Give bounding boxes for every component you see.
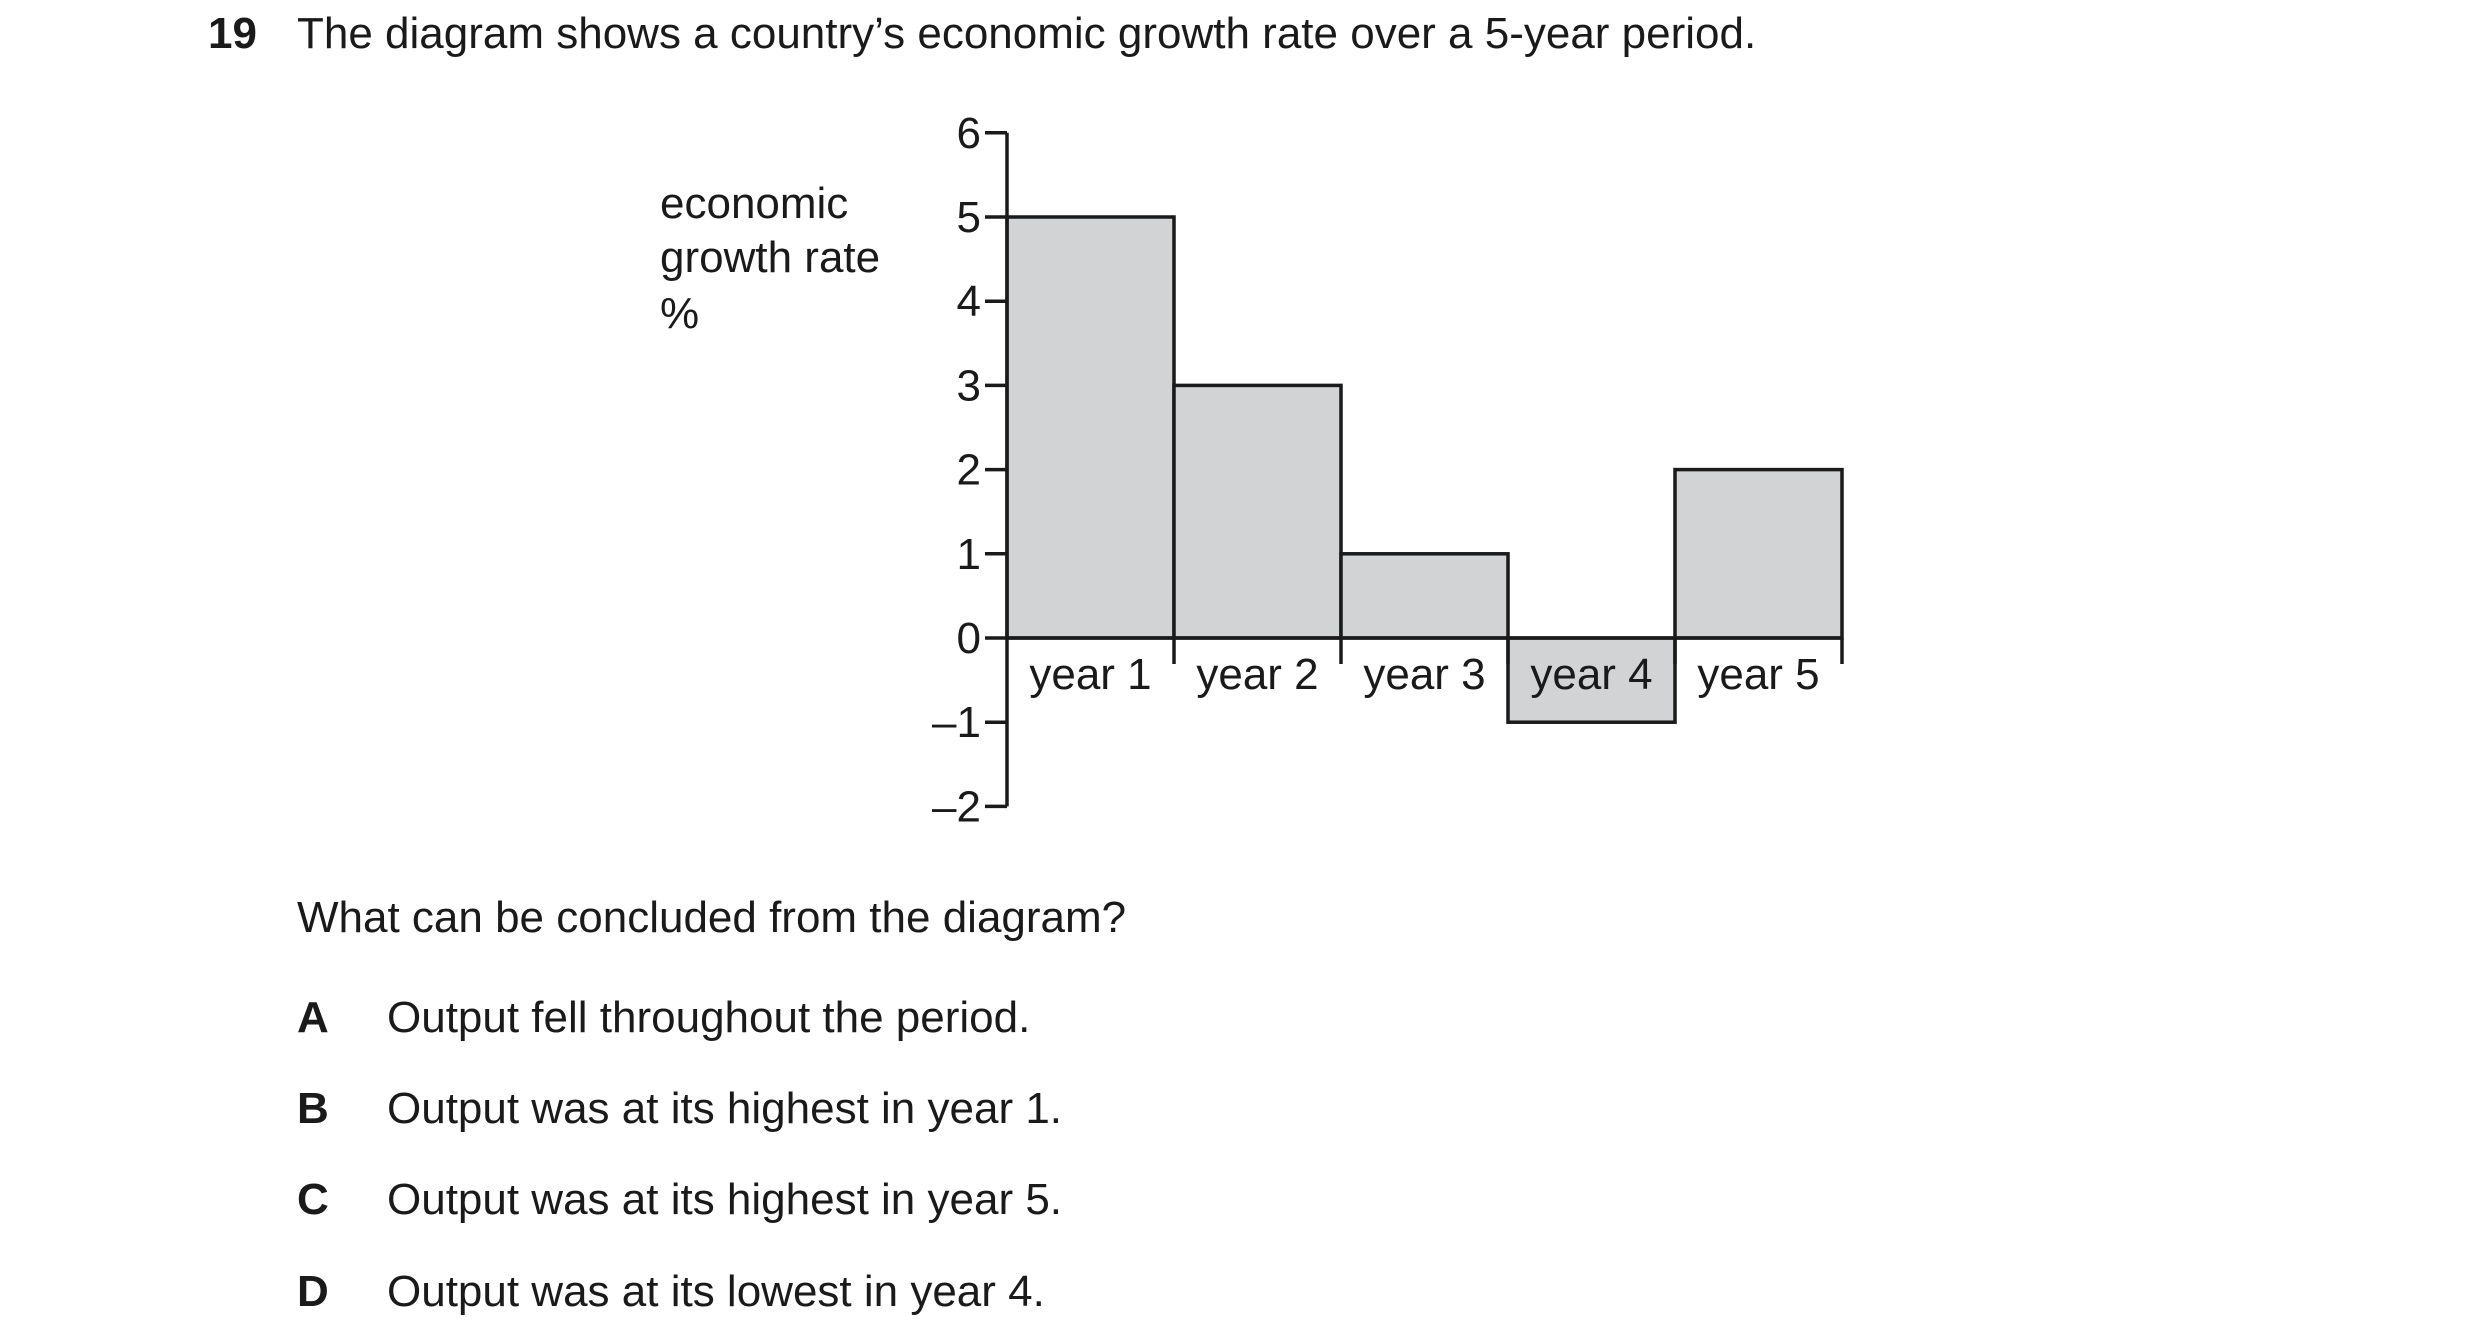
y-tick-label: 2 <box>956 445 981 495</box>
y-tick-label: –2 <box>932 782 981 832</box>
y-tick-label: 4 <box>956 277 981 327</box>
question-number: 19 <box>208 9 257 58</box>
y-axis-label-line: growth rate <box>660 233 881 282</box>
question-prompt: What can be concluded from the diagram? <box>297 893 1127 942</box>
y-tick-label: 6 <box>956 108 981 158</box>
category-label: year 2 <box>1196 650 1319 699</box>
option-letter: B <box>297 1084 329 1133</box>
y-ticks-group <box>932 109 1007 832</box>
bars-group <box>1007 217 1842 722</box>
y-axis-label-line: economic <box>660 179 849 228</box>
y-axis-label-line: % <box>660 289 700 338</box>
category-label: year 4 <box>1530 650 1653 699</box>
category-label: year 3 <box>1363 650 1486 699</box>
bar <box>1675 470 1842 638</box>
option-letter: D <box>297 1267 329 1316</box>
option-letter: A <box>297 993 329 1042</box>
category-labels-group <box>1029 650 1819 699</box>
y-tick-label: 3 <box>956 361 981 411</box>
option-text: Output fell throughout the period. <box>387 993 1031 1042</box>
category-label: year 1 <box>1029 650 1152 699</box>
category-label: year 5 <box>1697 650 1820 699</box>
question-stem: The diagram shows a country’s economic growth rate over a 5-year period. <box>297 9 1757 58</box>
y-tick-label: 5 <box>956 193 981 242</box>
y-axis-label <box>660 179 880 338</box>
bar <box>1007 217 1174 638</box>
option-text: Output was at its highest in year 1. <box>387 1084 1063 1133</box>
option-text: Output was at its highest in year 5. <box>387 1175 1063 1224</box>
bar <box>1341 554 1508 638</box>
option-letter: C <box>297 1175 329 1224</box>
bar <box>1174 385 1341 638</box>
y-tick-label: –1 <box>932 698 981 748</box>
y-tick-label: 0 <box>956 614 981 663</box>
option-text: Output was at its lowest in year 4. <box>387 1267 1045 1316</box>
y-tick-label: 1 <box>956 529 981 579</box>
